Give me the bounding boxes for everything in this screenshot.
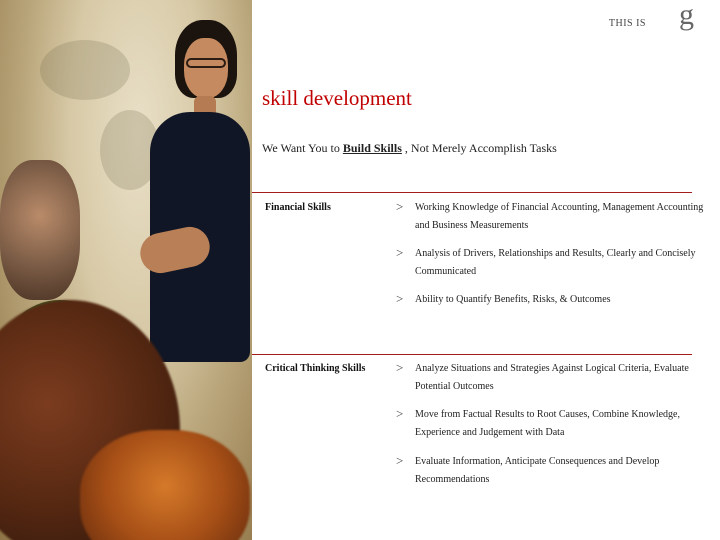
presenter-photo [0,0,252,540]
bullet-arrow: > [396,245,404,260]
audience-member [0,160,80,300]
list-item [396,406,706,442]
brand-label: THIS IS [608,18,646,29]
list-item [396,453,706,489]
section-divider [252,192,692,193]
brand-mark: g [679,0,694,31]
bullet-text: Working Knowledge of Financial Accounting, Management Accounting and Business Measurements [415,202,704,231]
audience-member [80,430,250,540]
list-item [396,199,706,235]
subtitle-prefix: We Want You to [262,141,340,155]
bullet-text: Move from Factual Results to Root Causes, Combine Knowledge, Experience and Judgement with Data [415,409,680,438]
page-subtitle [262,141,557,156]
bullet-text: Evaluate Information, Anticipate Consequences and Develop Recommendations [415,456,660,485]
bullet-arrow: > [396,453,404,468]
bullet-arrow: > [396,360,404,375]
list-item [396,360,706,396]
subtitle-suffix: , Not Merely Accomplish Tasks [404,141,557,155]
bullet-arrow: > [396,406,404,421]
bullet-text: Ability to Quantify Benefits, Risks, & Outcomes [415,294,611,305]
page-title: skill development [262,86,412,110]
section-divider [252,354,692,355]
section-label-financial: Financial Skills [265,202,331,213]
bullet-text: Analyze Situations and Strategies Against Logical Criteria, Evaluate Potential Outcomes [415,363,689,392]
subtitle-emphasis: Build Skills [342,141,402,155]
list-item [396,245,706,281]
bullet-text: Analysis of Drivers, Relationships and Results, Clearly and Concisely Communicated [415,248,696,277]
presenter-figure [150,20,250,360]
map-shape [40,40,130,100]
bullet-arrow: > [396,291,404,306]
list-item [396,291,706,309]
bullet-arrow: > [396,199,404,214]
section-label-critical-thinking: Critical Thinking Skills [265,363,366,374]
